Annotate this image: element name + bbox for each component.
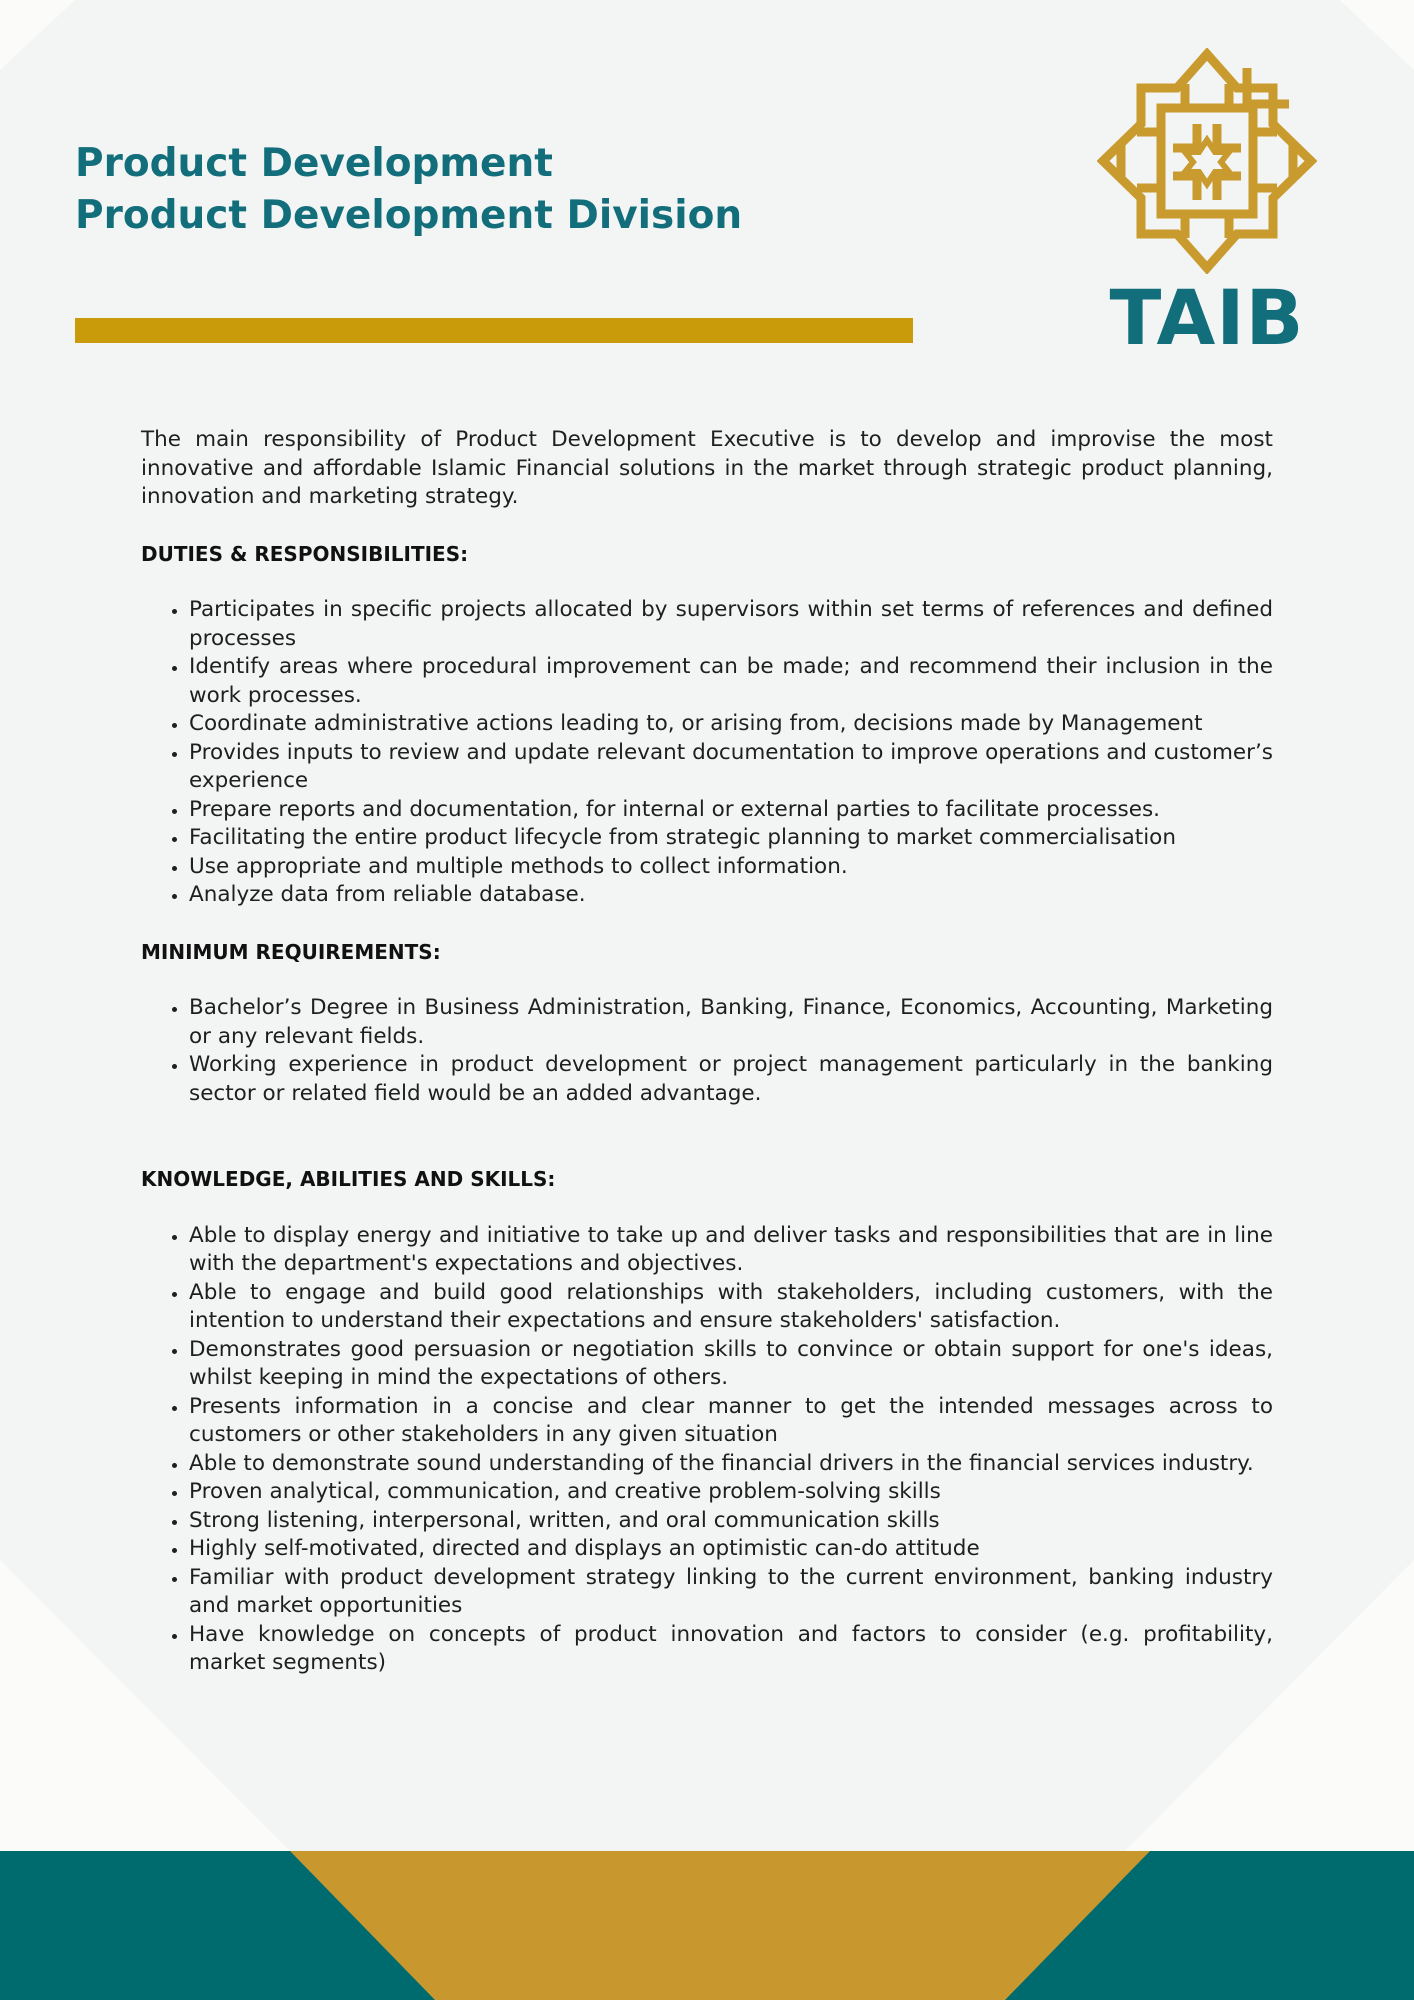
list-item: • Facilitating the entire product lifecycle from strategic planning to market commercialisation (189, 824, 1273, 853)
requirements-heading: MINIMUM REQUIREMENTS: (141, 939, 441, 964)
list-item: • Analyze data from reliable database. (189, 881, 1273, 910)
list-item: • Working experience in product development or project management particularly in the banking sector or related field would be an added advantage. (189, 1051, 1273, 1108)
list-item: • Provides inputs to review and update relevant documentation to improve operations and customer’s experience (189, 739, 1273, 796)
duties-list (141, 596, 1273, 910)
list-item: • Presents information in a concise and clear manner to get the intended messages across to customers or other stakeholders in any given situation (189, 1393, 1273, 1450)
requirements-list (141, 994, 1273, 1108)
page-title (75, 138, 742, 242)
skills-heading: KNOWLEDGE, ABILITIES AND SKILLS: (141, 1167, 556, 1191)
intro-paragraph: The main responsibility of Product Development Executive is to develop and improvise the most innovative and affordable Islamic Financial solutions in the market through strategic product planning, innovation and marketing strategy. (141, 427, 1273, 509)
list-item: • Bachelor’s Degree in Business Administration, Banking, Finance, Economics, Accounting, Marketing or any relevant fields. (189, 994, 1273, 1051)
list-item: • Able to display energy and initiative to take up and deliver tasks and responsibilities that are in line with the department's expectations and objectives. (189, 1222, 1273, 1279)
title-line-1: Product Development (75, 141, 553, 186)
list-item: • Familiar with product development strategy linking to the current environment, banking industry and market opportunities (189, 1564, 1273, 1621)
list-item: • Able to demonstrate sound understanding of the financial drivers in the financial services industry. (189, 1450, 1273, 1479)
kufic-calligraphy-emblem-icon (1097, 48, 1317, 274)
header-divider-bar (75, 318, 913, 343)
list-item: • Have knowledge on concepts of product innovation and factors to consider (e.g. profitability, market segments) (189, 1621, 1273, 1678)
list-item: • Able to engage and build good relationships with stakeholders, including customers, with the intention to understand their expectations and ensure stakeholders' satisfaction. (189, 1279, 1273, 1336)
list-item: • Prepare reports and documentation, for internal or external parties to facilitate processes. (189, 796, 1273, 825)
list-item: • Identify areas where procedural improvement can be made; and recommend their inclusion in the work processes. (189, 653, 1273, 710)
list-item: • Highly self-motivated, directed and displays an optimistic can-do attitude (189, 1535, 1273, 1564)
list-item: • Strong listening, interpersonal, written, and oral communication skills (189, 1507, 1273, 1536)
list-item: • Proven analytical, communication, and creative problem-solving skills (189, 1478, 1273, 1507)
skills-list (141, 1222, 1273, 1678)
footer-band (0, 1851, 1414, 2000)
job-description (141, 426, 1273, 1678)
list-item: • Demonstrates good persuasion or negotiation skills to convince or obtain support for one's ideas, whilst keeping in mind the expectations of others. (189, 1336, 1273, 1393)
title-line-2: Product Development Division (75, 193, 743, 238)
logo-wordmark: TAIB (1109, 273, 1305, 362)
list-item: • Coordinate administrative actions leading to, or arising from, decisions made by Management (189, 710, 1273, 739)
list-item: • Participates in specific projects allocated by supervisors within set terms of references and defined processes (189, 596, 1273, 653)
taib-logo (1093, 48, 1321, 362)
list-item: • Use appropriate and multiple methods to collect information. (189, 853, 1273, 882)
duties-heading: DUTIES & RESPONSIBILITIES: (141, 541, 469, 566)
